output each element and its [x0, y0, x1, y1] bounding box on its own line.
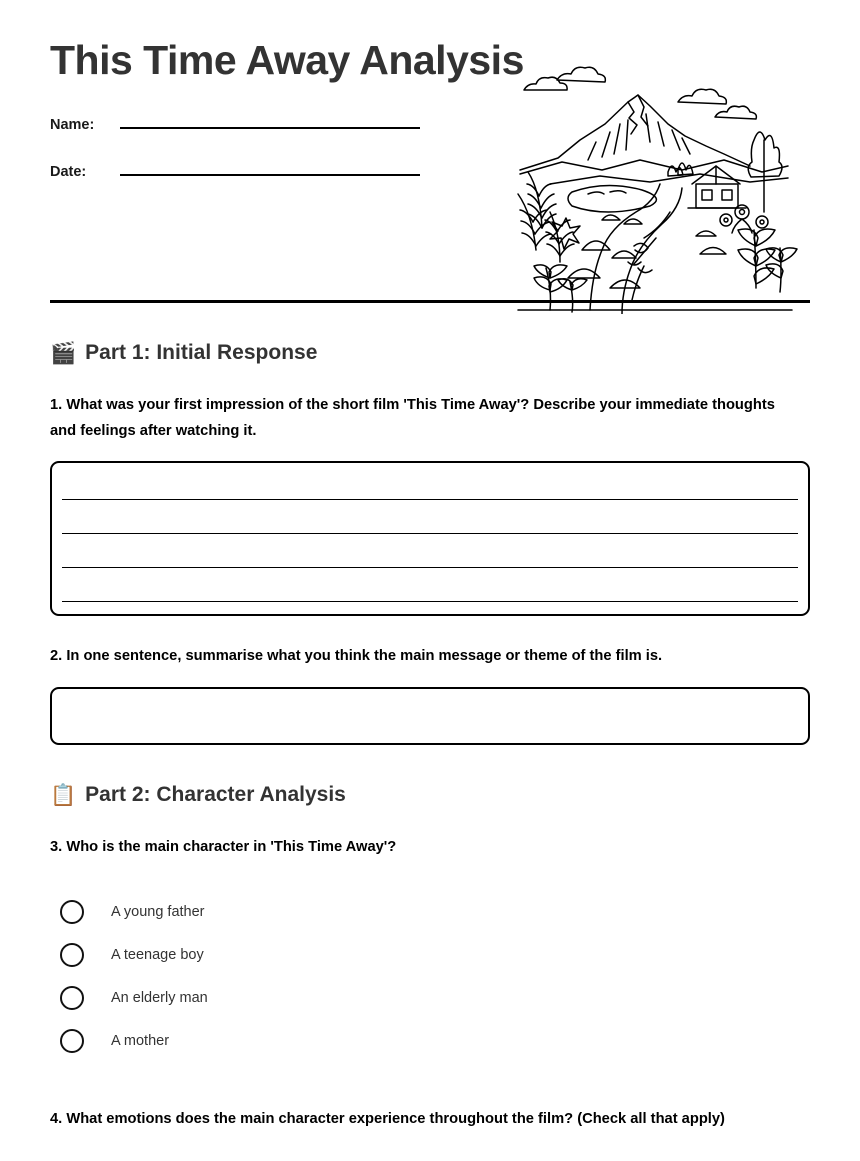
- page-title: This Time Away Analysis: [50, 37, 524, 83]
- question-2-text: 2. In one sentence, summarise what you think the main message or theme of the film is.: [50, 648, 663, 665]
- question-2-answer-box[interactable]: [50, 687, 810, 745]
- question-3-options: [50, 891, 810, 1063]
- option-label: A mother: [111, 1033, 170, 1050]
- radio-button[interactable]: [60, 1029, 84, 1053]
- clipboard-icon: 📋: [50, 783, 77, 807]
- option-label: An elderly man: [111, 990, 208, 1007]
- section-title-part-1: Part 1: Initial Response: [85, 341, 318, 364]
- date-input-line[interactable]: [120, 156, 420, 176]
- radio-button[interactable]: [60, 943, 84, 967]
- writing-line: [62, 499, 798, 500]
- writing-line: [62, 601, 798, 602]
- name-label: Name:: [50, 117, 95, 134]
- worksheet-header: [50, 0, 810, 300]
- radio-button[interactable]: [60, 900, 84, 924]
- option-row[interactable]: [50, 1020, 810, 1063]
- writing-lines: [62, 463, 798, 614]
- mountain-landscape-illustration: [510, 62, 800, 314]
- writing-line: [62, 533, 798, 534]
- option-row[interactable]: [50, 934, 810, 977]
- option-row[interactable]: [50, 977, 810, 1020]
- question-1-text: 1. What was your first impression of the short film 'This Time Away'? Describe your immediate thoughts and feelings after watching it.: [50, 397, 775, 439]
- question-3-text: 3. Who is the main character in 'This Time Away'?: [50, 839, 397, 856]
- clapper-board-icon: 🎬: [50, 341, 77, 365]
- option-row[interactable]: [50, 891, 810, 934]
- writing-line: [62, 567, 798, 568]
- radio-button[interactable]: [60, 986, 84, 1010]
- name-input-line[interactable]: [120, 109, 420, 129]
- option-label: A young father: [111, 904, 205, 921]
- section-heading-part-1: [50, 341, 810, 365]
- option-label: A teenage boy: [111, 947, 204, 964]
- question-4-text: 4. What emotions does the main character experience throughout the film? (Check all that apply): [50, 1110, 725, 1127]
- section-heading-part-2: [50, 783, 810, 807]
- question-1-answer-box[interactable]: [50, 461, 810, 616]
- date-label: Date:: [50, 164, 87, 181]
- section-title-part-2: Part 2: Character Analysis: [85, 783, 346, 807]
